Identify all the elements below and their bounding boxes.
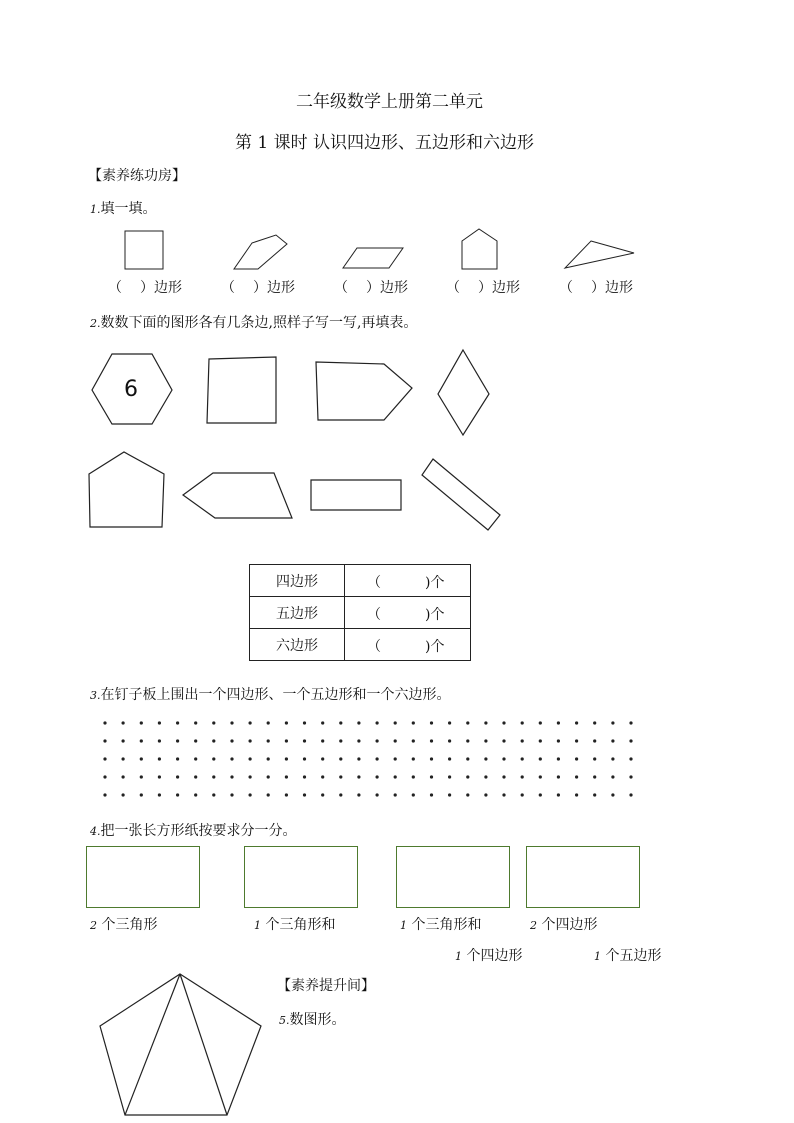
peg-dot[interactable] <box>521 757 524 760</box>
peg-dot[interactable] <box>249 793 252 796</box>
peg-dot[interactable] <box>502 775 505 778</box>
peg-dot[interactable] <box>103 775 106 778</box>
peg-dot[interactable] <box>593 775 596 778</box>
q1-shape-square <box>125 231 163 269</box>
peg-dot[interactable] <box>122 793 125 796</box>
peg-dot[interactable] <box>212 721 215 724</box>
peg-dot[interactable] <box>448 793 451 796</box>
peg-dot[interactable] <box>539 757 542 760</box>
peg-dot[interactable] <box>629 775 632 778</box>
peg-dot[interactable] <box>484 739 487 742</box>
peg-dot[interactable] <box>466 775 469 778</box>
peg-dot[interactable] <box>575 721 578 724</box>
peg-dot[interactable] <box>448 721 451 724</box>
peg-dot[interactable] <box>611 739 614 742</box>
peg-dot[interactable] <box>194 793 197 796</box>
peg-dot[interactable] <box>611 775 614 778</box>
question-1-prompt <box>90 198 157 218</box>
peg-dot[interactable] <box>593 739 596 742</box>
peg-dot[interactable] <box>158 757 161 760</box>
peg-dot[interactable] <box>321 775 324 778</box>
table-row <box>250 597 471 629</box>
q1-shape-parallelogram <box>343 248 403 268</box>
peg-dot[interactable] <box>466 721 469 724</box>
peg-dot[interactable] <box>230 757 233 760</box>
peg-dot[interactable] <box>158 793 161 796</box>
q2-square <box>207 357 276 423</box>
section-heading-advanced: 【素养提升间】 <box>277 978 375 994</box>
question-number: 2. <box>90 317 101 330</box>
peg-dot[interactable] <box>412 739 415 742</box>
q1-blank-5[interactable]: （ ）边形 <box>559 280 633 296</box>
peg-dot[interactable] <box>249 757 252 760</box>
table-label: 四边形 <box>250 565 345 597</box>
table-label: 五边形 <box>250 597 345 629</box>
peg-dot[interactable] <box>249 775 252 778</box>
peg-dot[interactable] <box>249 739 252 742</box>
peg-dot[interactable] <box>103 739 106 742</box>
peg-dot[interactable] <box>303 775 306 778</box>
q4-caption-4-line2: 1 个五边形 <box>594 948 662 964</box>
peg-dot[interactable] <box>122 739 125 742</box>
peg-dot[interactable] <box>339 793 342 796</box>
peg-dot[interactable] <box>267 793 270 796</box>
peg-dot[interactable] <box>230 775 233 778</box>
peg-dot[interactable] <box>557 721 560 724</box>
q2-rectangle <box>311 480 401 510</box>
peg-dot[interactable] <box>212 793 215 796</box>
page-title: 二年级数学上册第二单元 <box>296 92 483 112</box>
q1-shape-quadrilateral <box>234 235 287 269</box>
peg-dot[interactable] <box>394 757 397 760</box>
peg-dot[interactable] <box>394 739 397 742</box>
paper-rectangle-4[interactable] <box>526 846 640 908</box>
question-number: 3. <box>90 689 101 702</box>
peg-dot[interactable] <box>303 739 306 742</box>
peg-dot[interactable] <box>430 721 433 724</box>
peg-dot[interactable] <box>140 793 143 796</box>
peg-dot[interactable] <box>593 721 596 724</box>
peg-dot[interactable] <box>122 721 125 724</box>
question-5-prompt <box>279 1009 346 1029</box>
question-text: 数图形。 <box>289 1012 346 1028</box>
peg-dot[interactable] <box>140 739 143 742</box>
q2-pentagon-arrow <box>316 362 412 420</box>
peg-dot[interactable] <box>176 739 179 742</box>
peg-dot[interactable] <box>140 721 143 724</box>
question-2-prompt <box>90 312 417 332</box>
peg-dot[interactable] <box>194 739 197 742</box>
peg-dot[interactable] <box>321 721 324 724</box>
peg-dot[interactable] <box>357 775 360 778</box>
peg-dot[interactable] <box>339 775 342 778</box>
peg-dot[interactable] <box>502 757 505 760</box>
q5-pentagon-figure <box>0 970 794 1120</box>
peg-dot[interactable] <box>176 793 179 796</box>
q4-caption-3: 1 个三角形和 <box>400 917 482 933</box>
peg-dot[interactable] <box>339 757 342 760</box>
peg-dot[interactable] <box>484 793 487 796</box>
peg-dot[interactable] <box>303 721 306 724</box>
peg-dot[interactable] <box>466 757 469 760</box>
paper-rectangle-3[interactable] <box>396 846 510 908</box>
peg-dot[interactable] <box>122 757 125 760</box>
peg-dot[interactable] <box>212 775 215 778</box>
peg-dot[interactable] <box>557 793 560 796</box>
peg-dot[interactable] <box>194 775 197 778</box>
peg-dot[interactable] <box>321 793 324 796</box>
peg-dot[interactable] <box>103 793 106 796</box>
peg-dot[interactable] <box>412 775 415 778</box>
q2-irregular-pentagon <box>183 473 292 518</box>
peg-dot[interactable] <box>285 721 288 724</box>
question-text: 数数下面的图形各有几条边,照样子写一写,再填表。 <box>100 315 418 331</box>
table-row <box>250 629 471 661</box>
peg-dot[interactable] <box>629 739 632 742</box>
peg-dot[interactable] <box>575 757 578 760</box>
q1-blank-1[interactable]: （ ）边形 <box>108 280 182 296</box>
section-heading-practice: 【素养练功房】 <box>88 168 186 184</box>
table-answer-cell[interactable]: （ )个 <box>345 565 471 597</box>
peg-dot[interactable] <box>430 793 433 796</box>
peg-dot[interactable] <box>539 793 542 796</box>
peg-dot[interactable] <box>321 757 324 760</box>
peg-dot[interactable] <box>285 775 288 778</box>
peg-dot[interactable] <box>158 739 161 742</box>
peg-dot[interactable] <box>484 775 487 778</box>
table-label: 六边形 <box>250 629 345 661</box>
peg-dot[interactable] <box>357 793 360 796</box>
q1-shapes <box>0 225 794 285</box>
peg-dot[interactable] <box>230 793 233 796</box>
q2-example-label: 6 <box>124 377 138 402</box>
question-number: 4. <box>90 825 101 838</box>
peg-dot[interactable] <box>412 721 415 724</box>
q4-caption-1: 2 个三角形 <box>90 917 158 933</box>
peg-dot[interactable] <box>285 739 288 742</box>
peg-dot[interactable] <box>339 739 342 742</box>
peg-dot[interactable] <box>611 721 614 724</box>
peg-dot[interactable] <box>357 739 360 742</box>
peg-dot[interactable] <box>394 793 397 796</box>
peg-dot[interactable] <box>176 721 179 724</box>
peg-dot[interactable] <box>303 757 306 760</box>
peg-dot[interactable] <box>430 739 433 742</box>
peg-dot[interactable] <box>394 775 397 778</box>
peg-dot[interactable] <box>267 775 270 778</box>
pentagon-outline <box>100 974 261 1115</box>
table-answer-cell[interactable]: （ )个 <box>345 597 471 629</box>
peg-dot[interactable] <box>412 793 415 796</box>
peg-dot[interactable] <box>611 793 614 796</box>
peg-dot[interactable] <box>593 793 596 796</box>
q2-rhombus <box>438 350 489 435</box>
peg-dot[interactable] <box>140 757 143 760</box>
q2-house-pentagon <box>89 452 164 527</box>
peg-dot[interactable] <box>629 721 632 724</box>
peg-dot[interactable] <box>230 739 233 742</box>
peg-dot[interactable] <box>575 775 578 778</box>
q2-tilted-rectangle <box>422 459 500 530</box>
peg-dot[interactable] <box>212 739 215 742</box>
peg-dot[interactable] <box>575 793 578 796</box>
peg-dot[interactable] <box>466 793 469 796</box>
q1-shape-kite <box>565 241 634 268</box>
peg-dot[interactable] <box>629 793 632 796</box>
q1-blank-4[interactable]: （ ）边形 <box>446 280 520 296</box>
peg-dot[interactable] <box>303 793 306 796</box>
peg-dot[interactable] <box>212 757 215 760</box>
peg-dot[interactable] <box>539 739 542 742</box>
peg-dot[interactable] <box>285 757 288 760</box>
peg-dot[interactable] <box>466 739 469 742</box>
lesson-subtitle: 第 1 课时 认识四边形、五边形和六边形 <box>235 133 535 153</box>
q4-caption-2: 1 个三角形和 <box>254 917 336 933</box>
peg-dot[interactable] <box>448 775 451 778</box>
peg-dot[interactable] <box>285 793 288 796</box>
peg-dot[interactable] <box>357 721 360 724</box>
peg-dot[interactable] <box>339 721 342 724</box>
peg-dot[interactable] <box>267 721 270 724</box>
peg-dot[interactable] <box>357 757 360 760</box>
question-3-prompt <box>90 684 451 704</box>
peg-dot[interactable] <box>103 721 106 724</box>
paper-rectangle-1[interactable] <box>86 846 200 908</box>
pegboard[interactable] <box>0 715 794 805</box>
peg-dot[interactable] <box>267 739 270 742</box>
peg-dot[interactable] <box>557 757 560 760</box>
peg-dot[interactable] <box>539 775 542 778</box>
peg-dot[interactable] <box>321 739 324 742</box>
peg-dot[interactable] <box>448 739 451 742</box>
peg-dot[interactable] <box>376 739 379 742</box>
peg-dot[interactable] <box>176 757 179 760</box>
peg-dot[interactable] <box>629 757 632 760</box>
pentagon-diagonal-left <box>125 974 180 1115</box>
peg-dot[interactable] <box>176 775 179 778</box>
peg-dot[interactable] <box>267 757 270 760</box>
peg-dot[interactable] <box>521 793 524 796</box>
question-text: 填一填。 <box>100 201 157 217</box>
peg-dot[interactable] <box>502 739 505 742</box>
q4-caption-4: 2 个四边形 <box>530 917 598 933</box>
peg-dot[interactable] <box>376 775 379 778</box>
question-4-prompt <box>90 820 297 840</box>
peg-dot[interactable] <box>448 757 451 760</box>
peg-dot[interactable] <box>394 721 397 724</box>
q1-blank-3[interactable]: （ ）边形 <box>334 280 408 296</box>
peg-dot[interactable] <box>502 721 505 724</box>
peg-dot[interactable] <box>557 739 560 742</box>
peg-dot[interactable] <box>521 739 524 742</box>
paper-rectangle-2[interactable] <box>244 846 358 908</box>
peg-dot[interactable] <box>430 757 433 760</box>
peg-dot[interactable] <box>521 775 524 778</box>
peg-dot[interactable] <box>611 757 614 760</box>
peg-dot[interactable] <box>484 757 487 760</box>
question-number: 5. <box>279 1014 290 1027</box>
question-text: 把一张长方形纸按要求分一分。 <box>100 823 297 839</box>
table-row <box>250 565 471 597</box>
peg-dot[interactable] <box>376 757 379 760</box>
peg-dot[interactable] <box>575 739 578 742</box>
q4-caption-3-line2: 1 个四边形 <box>455 948 523 964</box>
peg-dot[interactable] <box>593 757 596 760</box>
peg-dot[interactable] <box>194 721 197 724</box>
peg-dot[interactable] <box>484 721 487 724</box>
peg-dot[interactable] <box>158 721 161 724</box>
peg-dot[interactable] <box>430 775 433 778</box>
peg-dot[interactable] <box>122 775 125 778</box>
peg-dot[interactable] <box>194 757 197 760</box>
peg-dot[interactable] <box>412 757 415 760</box>
q1-shape-house-pentagon <box>462 229 497 269</box>
peg-dot[interactable] <box>140 775 143 778</box>
peg-dot[interactable] <box>376 721 379 724</box>
pentagon-diagonal-right <box>180 974 227 1115</box>
question-number: 1. <box>90 203 101 216</box>
shape-count-table <box>249 564 471 661</box>
peg-dot[interactable] <box>230 721 233 724</box>
table-answer-cell[interactable]: （ )个 <box>345 629 471 661</box>
peg-dot[interactable] <box>376 793 379 796</box>
peg-dot[interactable] <box>502 793 505 796</box>
peg-dot[interactable] <box>557 775 560 778</box>
question-text: 在钉子板上围出一个四边形、一个五边形和一个六边形。 <box>100 687 451 703</box>
peg-dot[interactable] <box>521 721 524 724</box>
peg-dot[interactable] <box>158 775 161 778</box>
q1-blank-2[interactable]: （ ）边形 <box>221 280 295 296</box>
peg-dot[interactable] <box>539 721 542 724</box>
peg-dot[interactable] <box>103 757 106 760</box>
q2-shapes <box>0 340 794 550</box>
peg-dot[interactable] <box>249 721 252 724</box>
